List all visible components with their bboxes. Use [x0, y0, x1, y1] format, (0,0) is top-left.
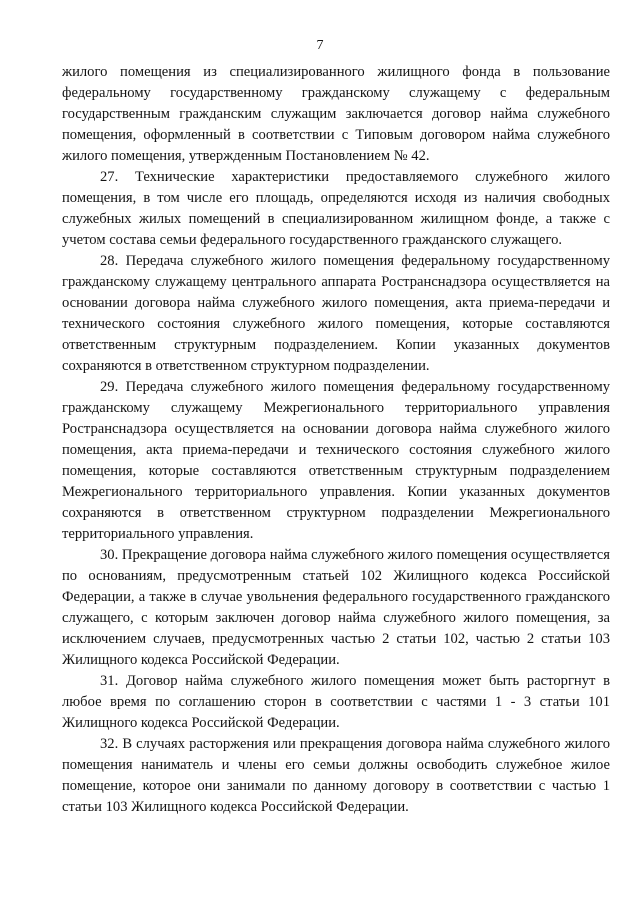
document-body — [62, 62, 610, 818]
paragraph-27: 27. Технические характеристики предоставляемого служебного жилого помещения, в том числе его площадь, определяются исходя из наличия свободных служебных жилых помещений в специализированном жилищном фонде, а также с учетом состава семьи федерального государственного гражданского служащего. — [62, 169, 610, 248]
paragraph-31: 31. Договор найма служебного жилого помещения может быть расторгнут в любое время по соглашению сторон в соответствии с частями 1 - 3 статьи 101 Жилищного кодекса Российской Федерации. — [62, 673, 610, 731]
page-number: 7 — [316, 38, 324, 53]
paragraph-continuation: жилого помещения из специализированного жилищного фонда в пользование федеральному государственному гражданскому служащему с федеральным государственным гражданским служащим заключается договор найма служебного помещения, оформленный в соответствии с Типовым договором найма служебного жилого помещения, утвержденным Постановлением № 42. — [62, 64, 610, 164]
paragraph-30: 30. Прекращение договора найма служебного жилого помещения осуществляется по основаниям, предусмотренным статьей 102 Жилищного кодекса Российской Федерации, а также в случае увольнения федерального государственного гражданского служащего, с которым заключен договор найма служебного жилого помещения, за исключением случаев, предусмотренных частью 2 статьи 102, частью 2 статьи 103 Жилищного кодекса Российской Федерации. — [62, 547, 610, 668]
paragraph-29: 29. Передача служебного жилого помещения федеральному государственному гражданскому служащему Межрегионального территориального управления Ространснадзора осуществляется на основании договора найма служебного жилого помещения, акта приема-передачи и технического состояния служебного жилого помещения, которые составляются ответственным структурным подразделением Межрегионального территориального управления. Копии указанных документов сохраняются в ответственном структурном подразделении Межрегионального территориального управления. — [62, 379, 610, 542]
paragraph-28: 28. Передача служебного жилого помещения федеральному государственному гражданскому служащему центрального аппарата Ространснадзора осуществляется на основании договора найма служебного жилого помещения, акта приема-передачи и технического состояния служебного жилого помещения, которые составляются ответственным структурным подразделением. Копии указанных документов сохраняются в ответственном структурном подразделении. — [62, 253, 610, 374]
paragraph-32: 32. В случаях расторжения или прекращения договора найма служебного жилого помещения наниматель и члены его семьи должны освободить служебное жилое помещение, которое они занимали по данному договору в соответствии с частью 1 статьи 103 Жилищного кодекса Российской Федерации. — [62, 736, 610, 815]
